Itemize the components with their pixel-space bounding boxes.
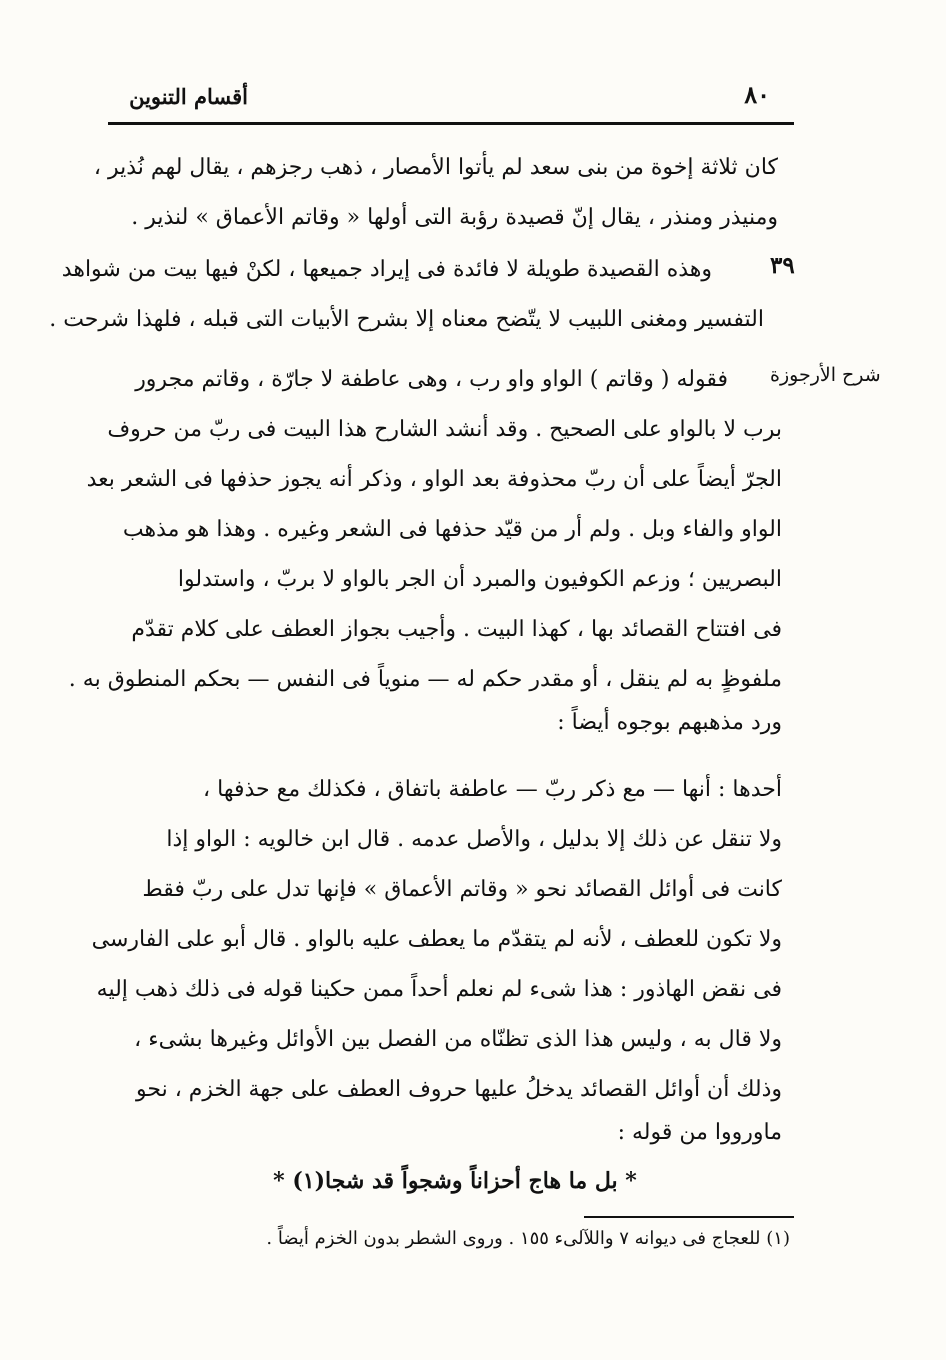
text-line: ولا تنقل عن ذلك إلا بدليل ، والأصل عدمه . قال ابن خالويه : الواو إذا: [166, 827, 782, 852]
footnote: (١) للعجاج فى ديوانه ٧ واللآلىء ١٥٥ . وروى الشطر بدون الخزم أيضاً .: [266, 1228, 790, 1249]
paragraph-2: [61, 245, 712, 295]
paragraph-1: [93, 143, 778, 243]
text-line: التفسير ومغنى اللبيب لا يتّضح معناه إلا بشرح الأبيات التى قبله ، فلهذا شرحت .: [49, 307, 764, 332]
page-number: ٨٠: [744, 80, 770, 109]
margin-note: شرح الأرجوزة: [770, 364, 881, 386]
text-line: وهذه القصيدة طويلة لا فائدة فى إيراد جميعها ، لكنْ فيها بيت من شواهد: [61, 257, 712, 282]
text-line: البصريين ؛ وزعم الكوفيون والمبرد أن الجر بالواو لا بربّ ، واستدلوا: [177, 567, 782, 592]
paragraph-4: [91, 765, 782, 1151]
text-line: ولا قال به ، وليس هذا الذى تظنّاه من الفصل بين الأوائل وغيرها بشىء ،: [134, 1027, 782, 1052]
text-line: برب لا بالواو على الصحيح . وقد أنشد الشارح هذا البيت فى ربّ من حروف: [107, 417, 782, 442]
paragraph-3: [68, 405, 782, 741]
text-line: ملفوظٍ به لم ينقل ، أو مقدر حكم له — منوياً فى النفس — بحكم المنطوق به .: [68, 667, 782, 692]
text-line: فى نقض الهاذور : هذا شىء لم نعلم أحداً ممن حكينا قوله فى ذلك ذهب إليه: [96, 977, 782, 1002]
page-header: [108, 78, 788, 120]
verse-line: * بل ما هاج أحزاناً وشجواً قد شجا(١) *: [273, 1168, 637, 1194]
footnote-rule: [584, 1216, 794, 1218]
running-title: أقسام التنوين: [129, 84, 248, 109]
text-line: ورد مذهبهم بوجوه أيضاً :: [557, 710, 782, 735]
text-line: ولا تكون للعطف ، لأنه لم يتقدّم ما يعطف عليه بالواو . قال أبو على الفارسى: [91, 927, 782, 952]
section-number: ٣٩: [770, 252, 795, 279]
paragraph-2-cont: [49, 295, 764, 345]
paragraph-3-first: [118, 355, 728, 405]
text-line: الجرّ أيضاً على أن ربّ محذوفة بعد الواو ، وذكر أنه يجوز حذفها فى الشعر بعد: [86, 467, 782, 492]
text-line: فى افتتاح القصائد بها ، كهذا البيت . وأجيب بجواز العطف على كلام تقدّم: [131, 617, 782, 642]
text-line: ماورووا من قوله :: [617, 1120, 782, 1145]
text-line: أحدها : أنها — مع ذكر ربّ — عاطفة باتفاق ، فكذلك مع حذفها ،: [203, 777, 782, 802]
text-line: كان ثلاثة إخوة من بنى سعد لم يأتوا الأمصار ، ذهب رجزهم ، يقال لهم نُذير ،: [93, 155, 778, 180]
text-line: وذلك أن أوائل القصائد يدخلُ عليها حروف العطف على جهة الخزم ، نحو: [136, 1077, 782, 1102]
text-line: الواو والفاء وبل . ولم أر من قيّد حذفها فى الشعر وغيره . وهذا هو مذهب: [122, 517, 782, 542]
text-line: كانت فى أوائل القصائد نحو « وقاتم الأعماق » فإنها تدل على ربّ فقط: [142, 877, 782, 902]
text-line: ومنيذر ومنذر ، يقال إنّ قصيدة رؤبة التى أولها « وقاتم الأعماق » لنذير .: [131, 205, 778, 230]
text-line: فقوله ( وقاتم ) الواو واو رب ، وهى عاطفة لا جارّة ، وقاتم مجرور: [135, 367, 728, 392]
header-rule: [108, 122, 794, 125]
